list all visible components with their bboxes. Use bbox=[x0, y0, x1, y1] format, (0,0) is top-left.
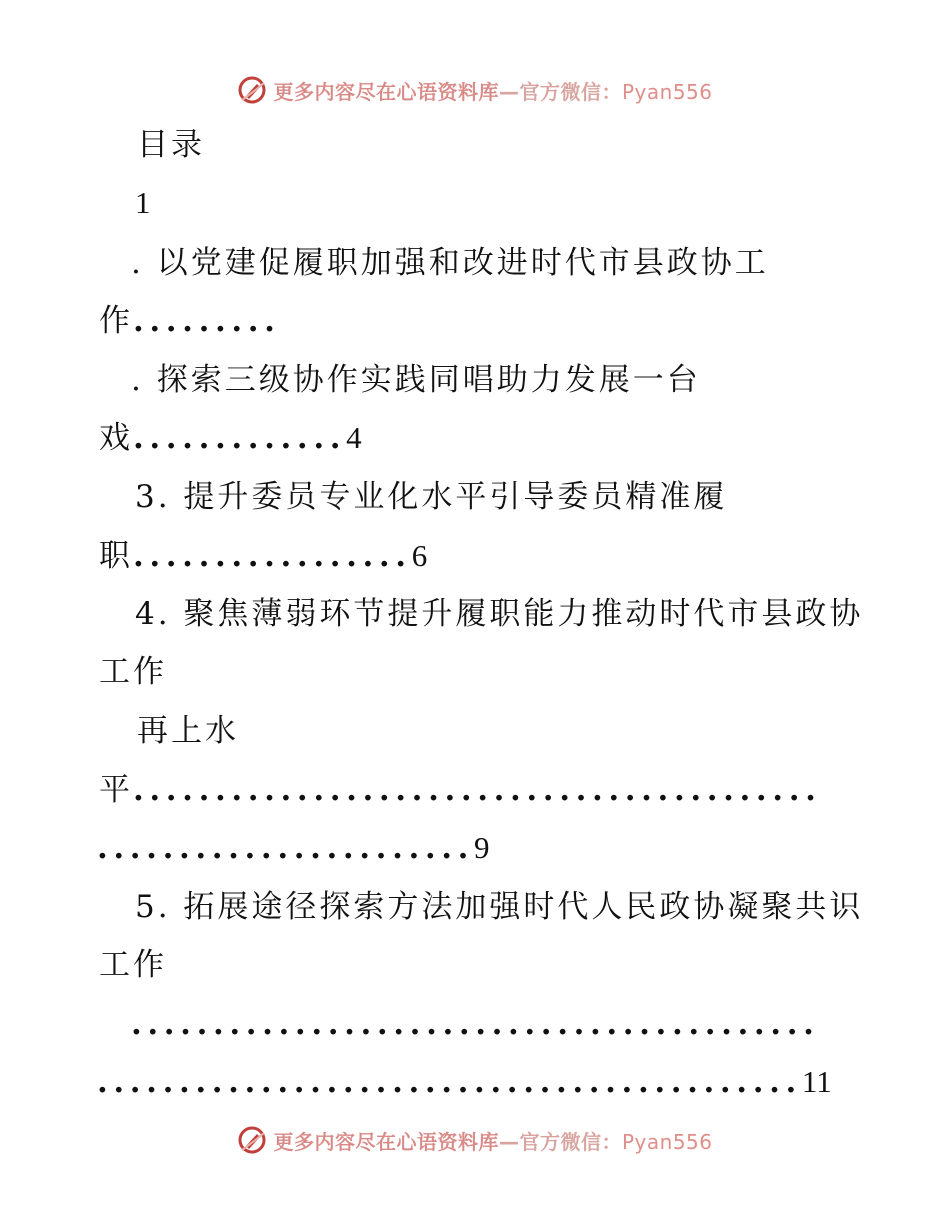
toc-item-5-cont: 工作 bbox=[99, 947, 167, 983]
footer-watermark-banner bbox=[0, 1120, 950, 1160]
watermark-separator: —官方微信： bbox=[498, 1129, 622, 1154]
toc-item-4-cont-1: 工作 bbox=[99, 654, 167, 690]
toc-item-2-cont-text: 戏 bbox=[99, 420, 133, 456]
toc-item-5-leader-dots-2: ........................................... bbox=[97, 1064, 802, 1100]
toc-item-1-continuation bbox=[99, 301, 281, 341]
toc-item-4-leader-dots-1: .......................................... bbox=[133, 772, 822, 808]
toc-item-4-cont-3 bbox=[99, 770, 821, 810]
toc-item-1-leader-dots: ......... bbox=[133, 303, 281, 339]
toc-item-1-text: . 以党建促履职加强和改进时代市县政协工 bbox=[131, 245, 769, 281]
toc-item-4-leader-line bbox=[97, 828, 490, 868]
toc-item-4-leader-dots-2: ....................... bbox=[97, 830, 475, 866]
watermark-text bbox=[273, 1126, 712, 1155]
toc-item-2-text: . 探索三级协作实践同唱助力发展一台 bbox=[131, 362, 701, 398]
watermark-brand: 更多内容尽在心语资料库 bbox=[273, 79, 499, 104]
watermark-text bbox=[273, 76, 712, 105]
toc-number-1: 1 bbox=[135, 185, 151, 220]
header-watermark-banner bbox=[0, 70, 950, 110]
watermark-wechat-id: Pyan556 bbox=[621, 79, 713, 104]
toc-item-1-cont-text: 作 bbox=[99, 303, 133, 339]
toc-item-3-leader-dots: ................. bbox=[133, 538, 412, 574]
pen-logo-icon bbox=[237, 1125, 267, 1155]
toc-item-5-leader-dots-1: .......................................... bbox=[131, 1006, 820, 1042]
toc-item-2-continuation bbox=[99, 418, 362, 458]
toc-item-4-text: 4. 聚焦薄弱环节提升履职能力推动时代市县政协 bbox=[135, 596, 864, 632]
watermark-separator: —官方微信： bbox=[498, 79, 622, 104]
toc-item-4-cont-2: 再上水 bbox=[137, 713, 239, 749]
toc-title: 目录 bbox=[137, 127, 205, 163]
toc-item-5-page-number: 11 bbox=[801, 1064, 832, 1099]
toc-item-2-leader-dots: ............. bbox=[133, 420, 347, 456]
watermark-wechat-id: Pyan556 bbox=[621, 1129, 713, 1154]
toc-item-3-continuation bbox=[99, 536, 427, 576]
toc-item-4-cont-3-text: 平 bbox=[99, 772, 133, 808]
toc-item-5-leader-line-1 bbox=[131, 1004, 819, 1044]
toc-item-3-text: 3. 提升委员专业化水平引导委员精准履 bbox=[135, 479, 728, 515]
toc-item-3-page-number: 6 bbox=[411, 538, 428, 573]
toc-item-3-cont-text: 职 bbox=[99, 538, 133, 574]
watermark-brand: 更多内容尽在心语资料库 bbox=[273, 1129, 499, 1154]
toc-item-5-text: 5. 拓展途径探索方法加强时代人民政协凝聚共识 bbox=[135, 889, 864, 925]
pen-logo-icon bbox=[237, 75, 267, 105]
toc-item-5-leader-line-2 bbox=[97, 1062, 832, 1102]
toc-item-2-page-number: 4 bbox=[346, 420, 362, 455]
toc-item-4-page-number: 9 bbox=[474, 830, 490, 865]
